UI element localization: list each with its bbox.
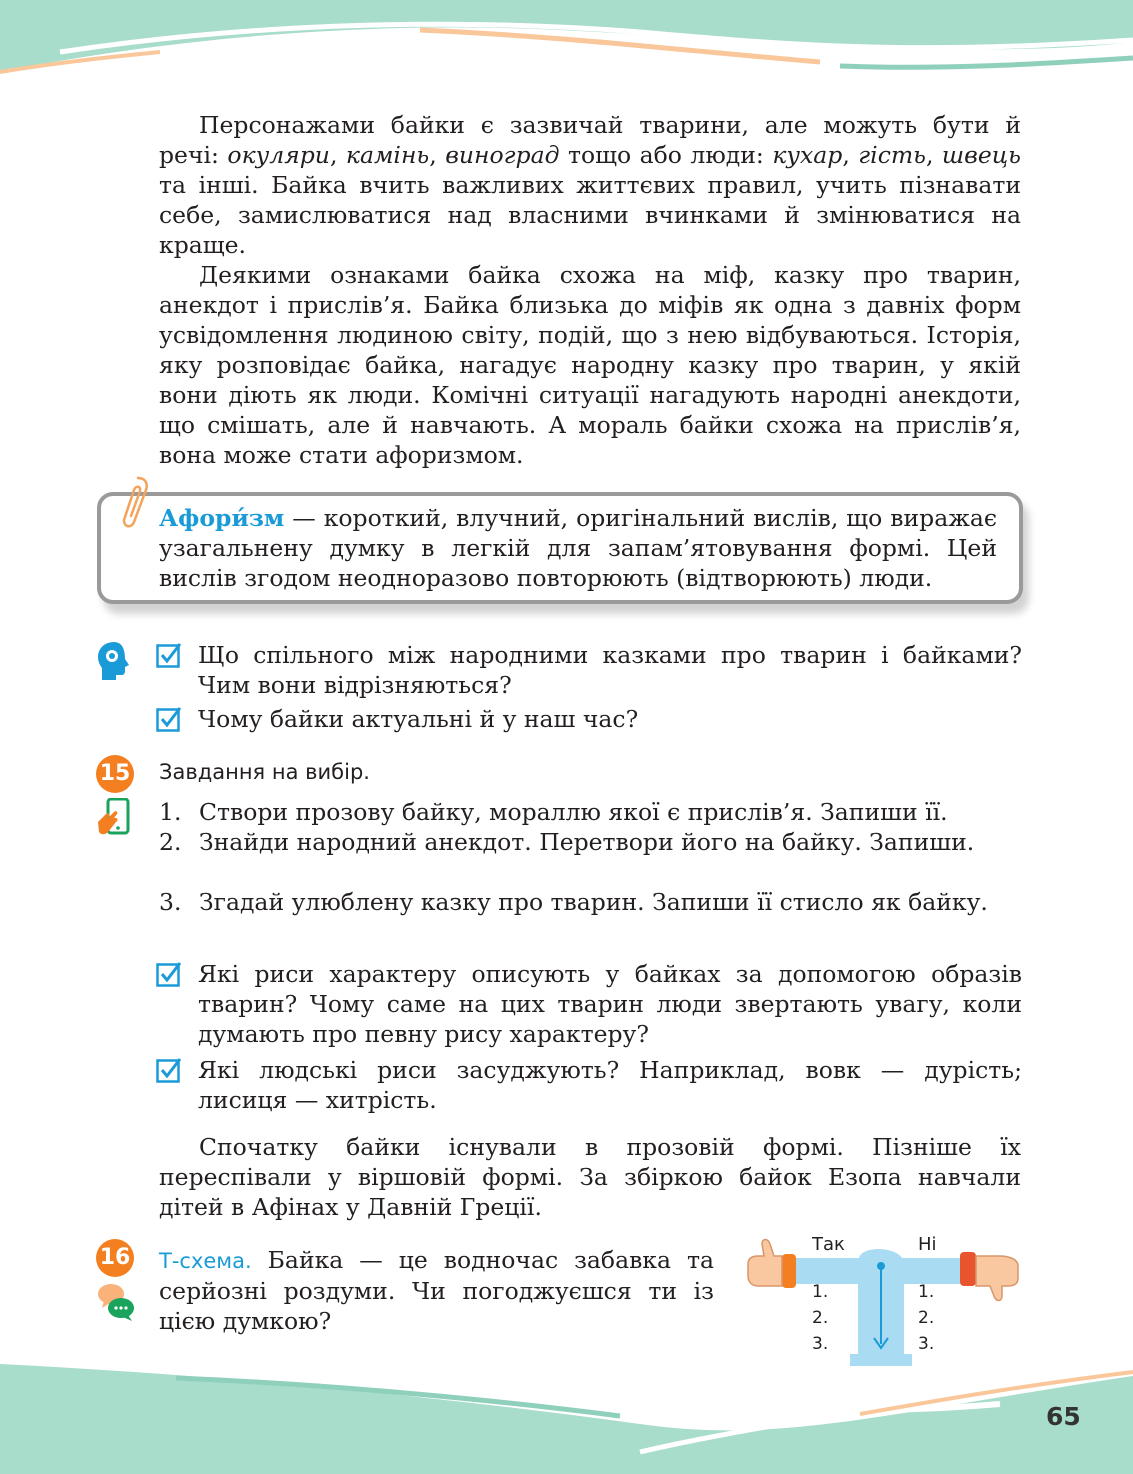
top-wave-decoration — [0, 0, 1133, 90]
checkbox-icon — [156, 1057, 182, 1083]
t-scheme-yes-item: 3. — [812, 1334, 829, 1354]
task-number-badge: 16 — [96, 1239, 134, 1277]
t-scheme-no-item: 1. — [918, 1282, 935, 1302]
task-list-item: 1. Створи прозову байку, мораллю якої є прислів’я. Запиши її. — [159, 798, 948, 826]
task-list-item: 3. Згадай улюблену казку про тварин. Запиши її стисло як байку. — [159, 888, 988, 916]
paragraph-characters: Персонажами байки є зазвичай тварини, але можуть бути й речі: окуляри, камінь, виноград тощо або люди: кухар, гість, швець та інші. Байка вчить важливих життєвих правил, учить пізнавати себе, замислюватися над власними вчинками й змінюватися на краще. — [159, 111, 1021, 259]
definition-text: Афори́зм — короткий, влучний, оригінальний вислів, що виражає узагальнену думку в легкій для запам’ятовування формі. Цей вислів згодом неодноразово повторюють (відтворюють) люди. — [159, 504, 997, 592]
checkbox-icon — [156, 642, 182, 668]
example-grape: виноград — [445, 141, 560, 169]
t-scheme-task-text: Т-схема. Байка — це водночас забавка та серйозні роздуми. Чи погоджуєшся ти із цією думкою? — [159, 1246, 714, 1335]
paperclip-icon — [116, 474, 152, 530]
t-scheme-diagram — [744, 1236, 1024, 1372]
tablet-hand-icon — [96, 798, 132, 838]
thinking-head-icon — [96, 640, 132, 682]
question-item — [156, 959, 1022, 1049]
definition-term: Афори́зм — [159, 504, 285, 532]
example-stone: камінь — [345, 141, 430, 169]
paragraph-similarities: Деякими ознаками байка схожа на міф, казку про тварин, анекдот і прислів’я. Байка близька до міфів як одна з давніх форм усвідомлення людиною світу, подій, що з нею відбуваються. Історія, яку розповідає байка, нагадує народну казку про тварин, у якій вони діють як люди. Комічні ситуації нагадують народні анекдоти, що смішать, але й навчають. А мораль байки схожа на прислів’я, вона може стати афоризмом. — [159, 261, 1021, 469]
task-number-badge: 15 — [96, 755, 134, 793]
t-scheme-yes-label: Так — [812, 1234, 845, 1255]
question-text: Які людські риси засуджують? Наприклад, вовк — дурість; лисиця — хитрість. — [198, 1056, 1022, 1114]
example-glasses: окуляри — [227, 141, 330, 169]
t-scheme-no-item: 2. — [918, 1308, 935, 1328]
t-scheme-lead: Т-схема. — [159, 1249, 252, 1273]
page-number: 65 — [1046, 1402, 1081, 1431]
t-scheme-no-item: 3. — [918, 1334, 935, 1354]
example-shoemaker: швець — [941, 141, 1021, 169]
checkbox-icon — [156, 706, 182, 732]
question-text: Які риси характеру описують у байках за допомогою образів тварин? Чому саме на цих тварин люди звертають увагу, коли думають про певну рису характеру? — [198, 960, 1022, 1048]
paragraph-history: Спочатку байки існували в прозовій формі. Пізніше їх переспівали у віршовій формі. За збіркою байок Езопа навчали дітей в Афінах у Давній Греції. — [159, 1133, 1021, 1221]
question-item — [156, 640, 1022, 700]
question-item — [156, 704, 1022, 734]
t-scheme-yes-item: 2. — [812, 1308, 829, 1328]
t-scheme-no-label: Ні — [918, 1234, 937, 1255]
t-scheme-yes-item: 1. — [812, 1282, 829, 1302]
thumbs-down-icon — [960, 1252, 1018, 1301]
task-label: Завдання на вибір. — [159, 760, 370, 784]
question-text: Що спільного між народними казками про тварин і байками? Чим вони відрізняються? — [198, 641, 1022, 699]
example-guest: гість — [858, 141, 926, 169]
task-list-item: 2. Знайди народний анекдот. Перетвори його на байку. Запиши. — [159, 828, 975, 856]
checkbox-icon — [156, 961, 182, 987]
example-cook: кухар — [772, 141, 843, 169]
chat-bubbles-icon — [96, 1282, 136, 1322]
thumbs-up-icon — [748, 1240, 796, 1289]
question-item — [156, 1055, 1022, 1115]
bottom-wave-decoration — [0, 1354, 1133, 1474]
question-text: Чому байки актуальні й у наш час? — [198, 705, 639, 733]
